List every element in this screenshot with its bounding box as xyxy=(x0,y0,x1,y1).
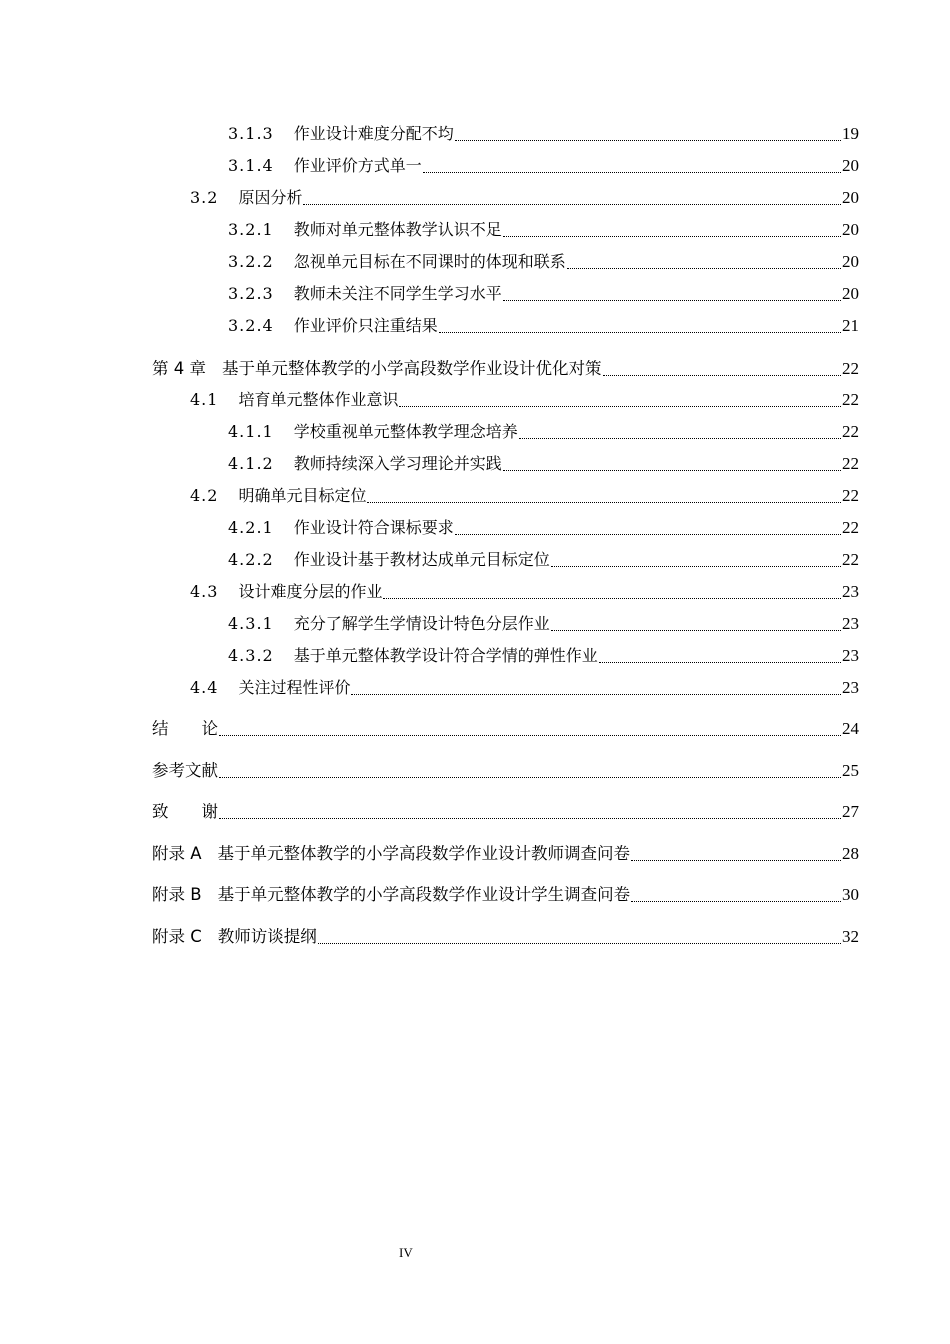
dot-leader xyxy=(519,422,841,442)
toc-entry-title: 作业设计符合课标要求 xyxy=(293,518,454,537)
toc-entry-page: 25 xyxy=(842,761,859,780)
toc-entry-title: 基于单元整体教学设计符合学情的弹性作业 xyxy=(293,646,598,665)
toc-entry-page: 27 xyxy=(842,802,859,821)
toc-entry[interactable] xyxy=(228,608,859,634)
toc-entry-number: 3.2.3 xyxy=(228,284,274,303)
toc-entry[interactable] xyxy=(228,544,859,570)
toc-entry-title: 教师未关注不同学生学习水平 xyxy=(293,284,502,303)
toc-entry-title: 作业评价方式单一 xyxy=(293,156,422,175)
dot-leader xyxy=(603,359,842,379)
toc-entry-number: 4.3 xyxy=(190,582,219,601)
dot-leader xyxy=(631,844,841,864)
dot-leader xyxy=(351,678,841,698)
toc-entry-page: 23 xyxy=(842,614,859,633)
toc-entry-page: 22 xyxy=(842,550,859,569)
toc-entry-number: 3.2.4 xyxy=(228,316,274,335)
toc-entry[interactable] xyxy=(228,310,859,336)
toc-entry-page: 20 xyxy=(842,156,859,175)
toc-entry-number: 3.1.3 xyxy=(228,124,274,143)
toc-entry-page: 22 xyxy=(842,454,859,473)
toc-entry-title: 充分了解学生学情设计特色分层作业 xyxy=(293,614,550,633)
toc-entry-page: 32 xyxy=(842,927,859,946)
toc-entry-page: 22 xyxy=(842,390,859,409)
toc-entry-page: 19 xyxy=(842,124,859,143)
toc-entry-number: 附录 B xyxy=(152,885,202,904)
toc-entry[interactable] xyxy=(228,512,859,538)
toc-entry-page: 28 xyxy=(842,844,859,863)
toc-entry-page: 22 xyxy=(842,422,859,441)
toc-entry-number: 4.2.1 xyxy=(228,518,274,537)
dot-leader xyxy=(219,802,841,822)
dot-leader xyxy=(599,646,841,666)
toc-entry-page: 23 xyxy=(842,678,859,697)
toc-entry-title: 教师访谈提纲 xyxy=(217,927,317,946)
dot-leader xyxy=(423,156,841,176)
dot-leader xyxy=(455,124,841,144)
toc-entry-title: 基于单元整体教学的小学高段数学作业设计教师调查问卷 xyxy=(217,844,631,863)
toc-entry-title: 基于单元整体教学的小学高段数学作业设计学生调查问卷 xyxy=(217,885,631,904)
toc-entry[interactable] xyxy=(190,182,859,208)
toc-entry-page: 21 xyxy=(842,316,859,335)
dot-leader xyxy=(631,885,841,905)
dot-leader xyxy=(367,486,841,506)
toc-acknowledgements-entry[interactable] xyxy=(152,796,859,822)
toc-entry-title: 作业设计难度分配不均 xyxy=(293,124,454,143)
toc-entry-number: 3.1.4 xyxy=(228,156,274,175)
toc-appendix-entry[interactable] xyxy=(152,921,859,947)
toc-chapter-entry[interactable] xyxy=(152,353,859,379)
toc-conclusion-entry[interactable] xyxy=(152,713,859,739)
toc-entry-title: 学校重视单元整体教学理念培养 xyxy=(293,422,518,441)
toc-entry-title: 培育单元整体作业意识 xyxy=(238,390,399,409)
toc-entry-page: 20 xyxy=(842,188,859,207)
toc-entry-page: 23 xyxy=(842,646,859,665)
dot-leader xyxy=(219,719,841,739)
toc-entry-number: 4.2 xyxy=(190,486,219,505)
toc-entry[interactable] xyxy=(228,448,859,474)
toc-entry-page: 24 xyxy=(842,719,859,738)
toc-entry-page: 23 xyxy=(842,582,859,601)
dot-leader xyxy=(503,284,841,304)
toc-entry-number: 4.3.2 xyxy=(228,646,274,665)
toc-entry-page: 20 xyxy=(842,284,859,303)
toc-entry[interactable] xyxy=(190,384,859,410)
toc-entry[interactable] xyxy=(228,640,859,666)
toc-entry[interactable] xyxy=(228,118,859,144)
toc-entry-number: 4.4 xyxy=(190,678,219,697)
dot-leader xyxy=(551,614,841,634)
toc-entry-number: 第 4 章 xyxy=(152,359,206,378)
toc-entry-number: 4.1.2 xyxy=(228,454,274,473)
toc-entry-number: 4.3.1 xyxy=(228,614,274,633)
dot-leader xyxy=(455,518,841,538)
toc-entry-page: 22 xyxy=(842,518,859,537)
toc-entry-number: 3.2 xyxy=(190,188,219,207)
toc-entry-title: 原因分析 xyxy=(238,188,303,207)
toc-entry-number: 结 论 xyxy=(152,719,218,738)
toc-entry-title: 教师持续深入学习理论并实践 xyxy=(293,454,502,473)
toc-entry-number: 4.1 xyxy=(190,390,219,409)
toc-entry-number: 4.1.1 xyxy=(228,422,274,441)
toc-entry-number: 附录 A xyxy=(152,844,202,863)
toc-entry-number: 附录 C xyxy=(152,927,202,946)
toc-entry-number: 致 谢 xyxy=(152,802,218,821)
toc-entry-page: 20 xyxy=(842,252,859,271)
toc-entry-title: 基于单元整体教学的小学高段数学作业设计优化对策 xyxy=(222,359,602,378)
toc-entry[interactable] xyxy=(228,278,859,304)
toc-entry[interactable] xyxy=(228,246,859,272)
toc-entry-title: 明确单元目标定位 xyxy=(238,486,367,505)
toc-entry-title: 关注过程性评价 xyxy=(238,678,351,697)
toc-entry-number: 3.2.1 xyxy=(228,220,274,239)
dot-leader xyxy=(503,220,841,240)
toc-entry[interactable] xyxy=(190,576,859,602)
dot-leader xyxy=(551,550,841,570)
toc-entry-title: 作业评价只注重结果 xyxy=(293,316,438,335)
toc-entry-number: 4.2.2 xyxy=(228,550,274,569)
toc-entry[interactable] xyxy=(190,480,859,506)
toc-entry[interactable] xyxy=(228,416,859,442)
toc-entry[interactable] xyxy=(228,214,859,240)
page-number: IV xyxy=(399,1245,413,1260)
toc-entry-page: 20 xyxy=(842,220,859,239)
toc-entry-title: 作业设计基于教材达成单元目标定位 xyxy=(293,550,550,569)
toc-entry[interactable] xyxy=(228,150,859,176)
dot-leader xyxy=(383,582,841,602)
toc-entry-page: 30 xyxy=(842,885,859,904)
toc-entry-title: 教师对单元整体教学认识不足 xyxy=(293,220,502,239)
toc-references-entry[interactable] xyxy=(152,755,859,781)
dot-leader xyxy=(399,390,841,410)
toc-entry-page: 22 xyxy=(842,486,859,505)
dot-leader xyxy=(318,927,841,947)
dot-leader xyxy=(503,454,841,474)
toc-entry-title: 设计难度分层的作业 xyxy=(238,582,383,601)
toc-appendix-entry[interactable] xyxy=(152,838,859,864)
dot-leader xyxy=(219,761,841,781)
toc-entry-number: 3.2.2 xyxy=(228,252,274,271)
toc-entry-title: 忽视单元目标在不同课时的体现和联系 xyxy=(293,252,566,271)
toc-entry-number: 参考文献 xyxy=(152,761,218,780)
toc-appendix-entry[interactable] xyxy=(152,879,859,905)
dot-leader xyxy=(567,252,841,272)
dot-leader xyxy=(439,316,841,336)
toc-entry-page: 22 xyxy=(842,359,859,378)
dot-leader xyxy=(303,188,841,208)
toc-entry[interactable] xyxy=(190,672,859,698)
